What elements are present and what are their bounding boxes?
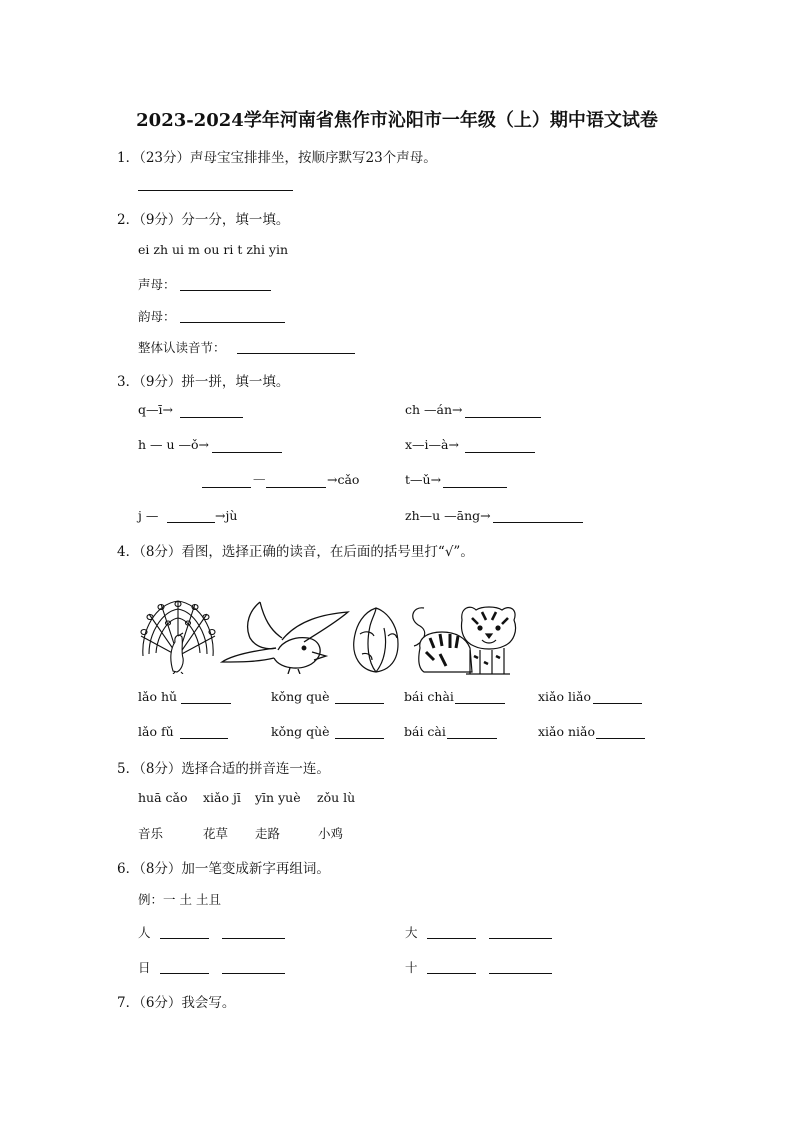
q2-shengmu-label: 声母： bbox=[138, 277, 176, 292]
answer-blank[interactable] bbox=[237, 353, 355, 354]
q5-pinyin-1: huā cǎo bbox=[138, 790, 188, 805]
q3-r4-left: j — bbox=[138, 508, 159, 523]
answer-blank[interactable] bbox=[596, 738, 645, 739]
q6-char-3: 日 bbox=[138, 960, 151, 975]
q4-r1-option-3: bái chài bbox=[404, 689, 454, 704]
q3-r4-right: zh—u —āng→ bbox=[405, 508, 491, 523]
answer-blank[interactable] bbox=[222, 973, 285, 974]
answer-blank[interactable] bbox=[465, 452, 535, 453]
answer-blank[interactable] bbox=[180, 322, 285, 323]
q5-pinyin-2: xiǎo jī bbox=[203, 790, 241, 805]
q3-r3-result: →cǎo bbox=[327, 472, 360, 487]
q2-items: ei zh ui m ou ri t zhi yin bbox=[138, 242, 289, 257]
q3-r2-left: h — u —ǒ→ bbox=[138, 437, 210, 452]
tiger-image bbox=[400, 602, 518, 676]
answer-blank[interactable] bbox=[167, 522, 215, 523]
q6-char-2: 大 bbox=[405, 925, 418, 940]
q2-yunmu-label: 韵母： bbox=[138, 309, 176, 324]
q6-char-4: 十 bbox=[405, 960, 418, 975]
answer-blank[interactable] bbox=[443, 487, 507, 488]
q5-pinyin-4: zǒu lù bbox=[317, 790, 356, 805]
question-2: 2．（9分）分一分，填一填。 bbox=[117, 212, 290, 228]
answer-blank[interactable] bbox=[493, 522, 583, 523]
q4-r1-option-4: xiǎo liǎo bbox=[538, 689, 591, 704]
cabbage-image bbox=[350, 604, 402, 674]
answer-blank[interactable] bbox=[455, 703, 505, 704]
answer-blank[interactable] bbox=[335, 703, 384, 704]
answer-blank[interactable] bbox=[222, 938, 285, 939]
q3-r4-result: →jù bbox=[215, 508, 238, 523]
answer-blank[interactable] bbox=[427, 938, 476, 939]
answer-blank[interactable] bbox=[160, 938, 209, 939]
answer-blank[interactable] bbox=[593, 703, 642, 704]
answer-blank[interactable] bbox=[335, 738, 384, 739]
q3-r1-left: q—ī→ bbox=[138, 402, 173, 417]
answer-blank[interactable] bbox=[160, 973, 209, 974]
peacock-image bbox=[137, 596, 219, 674]
answer-blank[interactable] bbox=[489, 973, 552, 974]
q5-word-1: 音乐 bbox=[138, 826, 164, 841]
answer-blank[interactable] bbox=[447, 738, 497, 739]
answer-blank[interactable] bbox=[465, 417, 541, 418]
q6-example: 例：一 土 土且 bbox=[138, 892, 221, 907]
question-3: 3．（9分）拼一拼，填一填。 bbox=[117, 374, 290, 390]
answer-blank[interactable] bbox=[181, 703, 231, 704]
answer-blank[interactable] bbox=[180, 290, 271, 291]
answer-blank[interactable] bbox=[427, 973, 476, 974]
answer-blank[interactable] bbox=[202, 487, 251, 488]
q3-r3-separator: — bbox=[253, 471, 266, 486]
q3-r2-right: x—i—à→ bbox=[405, 437, 459, 452]
question-6: 6．（8分）加一笔变成新字再组词。 bbox=[117, 861, 330, 877]
q4-r2-option-2: kǒng qùè bbox=[271, 724, 330, 739]
question-7: 7．（6分）我会写。 bbox=[117, 995, 236, 1011]
q5-word-2: 花草 bbox=[203, 826, 229, 841]
question-1: 1．（23分）声母宝宝排排坐，按顺序默写23个声母。 bbox=[117, 150, 437, 166]
q3-r1-right: ch —án→ bbox=[405, 402, 463, 417]
question-4: 4．（8分）看图，选择正确的读音，在后面的括号里打“√”。 bbox=[117, 544, 474, 560]
q6-char-1: 人 bbox=[138, 925, 151, 940]
answer-blank[interactable] bbox=[138, 190, 293, 191]
q4-r2-option-1: lǎo fǔ bbox=[138, 724, 174, 739]
answer-blank[interactable] bbox=[266, 487, 326, 488]
answer-blank[interactable] bbox=[180, 417, 243, 418]
q2-zhengti-label: 整体认读音节： bbox=[138, 340, 226, 355]
bird-image bbox=[220, 598, 350, 674]
q3-r3-right: t—ǔ→ bbox=[405, 472, 442, 487]
answer-blank[interactable] bbox=[489, 938, 552, 939]
q4-r2-option-3: bái cài bbox=[404, 724, 446, 739]
answer-blank[interactable] bbox=[212, 452, 282, 453]
q4-r1-option-2: kǒng què bbox=[271, 689, 330, 704]
answer-blank[interactable] bbox=[180, 738, 228, 739]
q4-r2-option-4: xiǎo niǎo bbox=[538, 724, 596, 739]
question-5: 5．（8分）选择合适的拼音连一连。 bbox=[117, 761, 330, 777]
q5-pinyin-3: yīn yuè bbox=[255, 790, 301, 805]
page-title: 2023-2024学年河南省焦作市沁阳市一年级（上）期中语文试卷 bbox=[136, 110, 658, 131]
q5-word-4: 小鸡 bbox=[318, 826, 344, 841]
q5-word-3: 走路 bbox=[255, 826, 281, 841]
q4-r1-option-1: lǎo hǔ bbox=[138, 689, 178, 704]
